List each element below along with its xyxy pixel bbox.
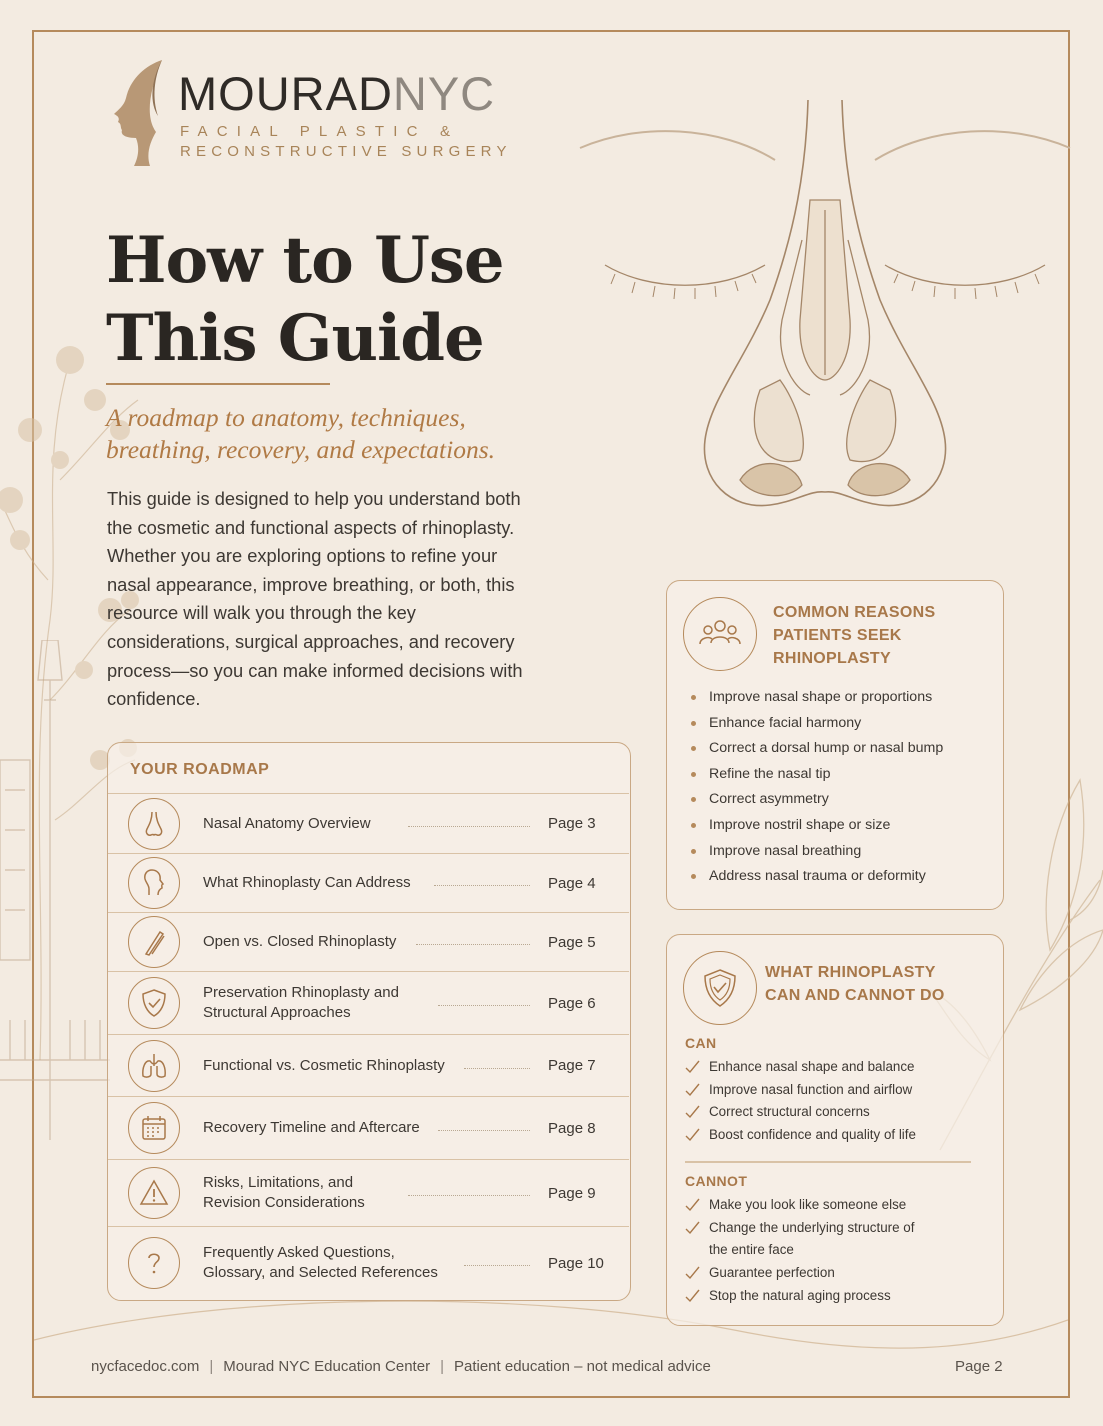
- roadmap-item-label: Recovery Timeline and Aftercare: [203, 1119, 420, 1136]
- people-group-icon: [683, 597, 757, 671]
- roadmap-item-label: Nasal Anatomy Overview: [203, 814, 371, 832]
- common-reasons-card: [666, 580, 1004, 910]
- list-item: Correct asymmetry: [689, 787, 943, 813]
- list-item: Correct a dorsal hump or nasal bump: [689, 736, 943, 762]
- leader-dots: [438, 1005, 530, 1006]
- roadmap-item-page: Page 7: [548, 1057, 596, 1074]
- brand-logo[interactable]: [106, 58, 536, 168]
- list-item: Change the underlying structure of the entire face: [685, 1217, 935, 1262]
- brand-name: [178, 67, 496, 120]
- list-item: Address nasal trauma or deformity: [689, 864, 943, 890]
- page-footer: [91, 1358, 711, 1375]
- roadmap-item-label: What Rhinoplasty Can Address: [203, 874, 411, 891]
- footer-center-name: Mourad NYC Education Center: [223, 1358, 431, 1375]
- list-item: Correct structural concerns: [685, 1101, 916, 1124]
- roadmap-item-page: Page 8: [548, 1119, 596, 1137]
- brand-name-light: NYC: [392, 67, 496, 120]
- page-subtitle: A roadmap to anatomy, techniques, breathing, recovery, and expectations.: [106, 403, 495, 464]
- nasal-anatomy-illustration: [570, 60, 1080, 560]
- can-list: [685, 1056, 916, 1147]
- roadmap-item-label: Frequently Asked Questions, Glossary, and Selected References: [203, 1244, 438, 1281]
- surgical-tools-icon: [128, 916, 180, 968]
- leader-dots: [434, 885, 530, 886]
- check-icon: [685, 1221, 700, 1235]
- page-number: Page 2: [955, 1358, 1003, 1375]
- list-item: Stop the natural aging process: [685, 1285, 955, 1308]
- warning-icon: [128, 1167, 180, 1219]
- roadmap-item-label: Preservation Rhinoplasty and Structural Approaches: [203, 984, 399, 1021]
- page-title-line1: How to Use: [106, 223, 504, 298]
- check-icon: [685, 1060, 700, 1074]
- check-icon: [685, 1083, 700, 1097]
- footer-separator: |: [209, 1358, 214, 1375]
- leader-dots: [464, 1068, 530, 1069]
- brand-name-strong: MOURAD: [178, 67, 393, 120]
- leader-dots: [416, 944, 530, 945]
- roadmap-item-label: Open vs. Closed Rhinoplasty: [203, 933, 397, 950]
- cannot-label: CANNOT: [685, 1173, 748, 1189]
- face-silhouette-logo-icon: [106, 58, 170, 166]
- check-icon: [685, 1266, 700, 1280]
- can-cannot-card: [666, 934, 1004, 1326]
- nose-icon: [128, 798, 180, 850]
- brand-tagline-line1: FACIAL PLASTIC &: [180, 123, 460, 140]
- can-label: CAN: [685, 1035, 717, 1051]
- footer-separator: |: [440, 1358, 444, 1375]
- intro-paragraph: This guide is designed to help you understand both the cosmetic and functional aspects of rhinoplasty. Whether you are exploring options to refine your nasal appearance, improve breathing, or both, this resource will walk you through the key considerations, surgical approaches, and recovery process—so you can make informed decisions with confidence.: [107, 488, 523, 710]
- roadmap-item-faq[interactable]: [108, 1226, 629, 1299]
- check-icon: [685, 1105, 700, 1119]
- question-icon: [128, 1237, 180, 1289]
- roadmap-item-label: Risks, Limitations, and Revision Considerations: [203, 1174, 365, 1211]
- page-title-line2: This Guide: [106, 301, 484, 376]
- leader-dots: [408, 826, 530, 827]
- footer-site-link[interactable]: nycfacedoc.com: [91, 1358, 200, 1375]
- calendar-icon: [128, 1102, 180, 1154]
- roadmap-item-label: Functional vs. Cosmetic Rhinoplasty: [203, 1056, 445, 1074]
- list-item: Improve nasal breathing: [689, 839, 943, 865]
- cannot-list: [685, 1194, 955, 1308]
- list-item: Guarantee perfection: [685, 1262, 955, 1285]
- list-item: Make you look like someone else: [685, 1194, 955, 1217]
- list-item: Improve nasal function and airflow: [685, 1079, 916, 1102]
- shield-check-icon: [683, 951, 757, 1025]
- leader-dots: [408, 1195, 530, 1196]
- roadmap-item-open-vs-closed[interactable]: [108, 912, 629, 971]
- roadmap-item-page: Page 3: [548, 815, 596, 832]
- roadmap-card: [107, 742, 631, 1301]
- reasons-list: [689, 685, 943, 890]
- leader-dots: [438, 1130, 530, 1131]
- list-item: Improve nostril shape or size: [689, 813, 943, 839]
- street-lamp-illustration: [0, 640, 110, 1140]
- list-item: Enhance facial harmony: [689, 711, 943, 737]
- roadmap-item-what-rhinoplasty-can-address[interactable]: [108, 853, 629, 912]
- roadmap-heading: YOUR ROADMAP: [130, 761, 270, 778]
- list-item: Boost confidence and quality of life: [685, 1124, 916, 1147]
- section-divider: [685, 1161, 971, 1163]
- check-icon: [685, 1289, 700, 1303]
- cando-title: WHAT RHINOPLASTY CAN AND CANNOT DO: [765, 964, 945, 1004]
- roadmap-item-page: Page 5: [548, 933, 596, 951]
- roadmap-item-functional-vs-cosmetic[interactable]: [108, 1034, 629, 1096]
- roadmap-item-nasal-anatomy[interactable]: [108, 793, 629, 853]
- roadmap-item-recovery-timeline[interactable]: [108, 1096, 629, 1159]
- brand-tagline-line2: RECONSTRUCTIVE SURGERY: [180, 143, 512, 160]
- list-item: Enhance nasal shape and balance: [685, 1056, 916, 1079]
- title-divider: [106, 383, 330, 385]
- check-icon: [685, 1198, 700, 1212]
- roadmap-item-page: Page 9: [548, 1184, 596, 1202]
- roadmap-item-risks-limitations[interactable]: [108, 1159, 629, 1226]
- shield-check-icon: [128, 977, 180, 1029]
- roadmap-item-page: Page 4: [548, 874, 596, 892]
- reasons-title: COMMON REASONS PATIENTS SEEK RHINOPLASTY: [773, 604, 936, 667]
- roadmap-item-preservation-rhinoplasty[interactable]: [108, 971, 629, 1034]
- roadmap-item-page: Page 10: [548, 1254, 604, 1272]
- lungs-icon: [128, 1040, 180, 1092]
- footer-disclaimer: Patient education – not medical advice: [453, 1358, 711, 1375]
- list-item: Refine the nasal tip: [689, 762, 943, 788]
- list-item: Improve nasal shape or proportions: [689, 685, 943, 711]
- face-profile-icon: [128, 857, 180, 909]
- leader-dots: [464, 1265, 530, 1266]
- roadmap-item-page: Page 6: [548, 994, 596, 1012]
- page-title: [106, 222, 504, 378]
- check-icon: [685, 1128, 700, 1142]
